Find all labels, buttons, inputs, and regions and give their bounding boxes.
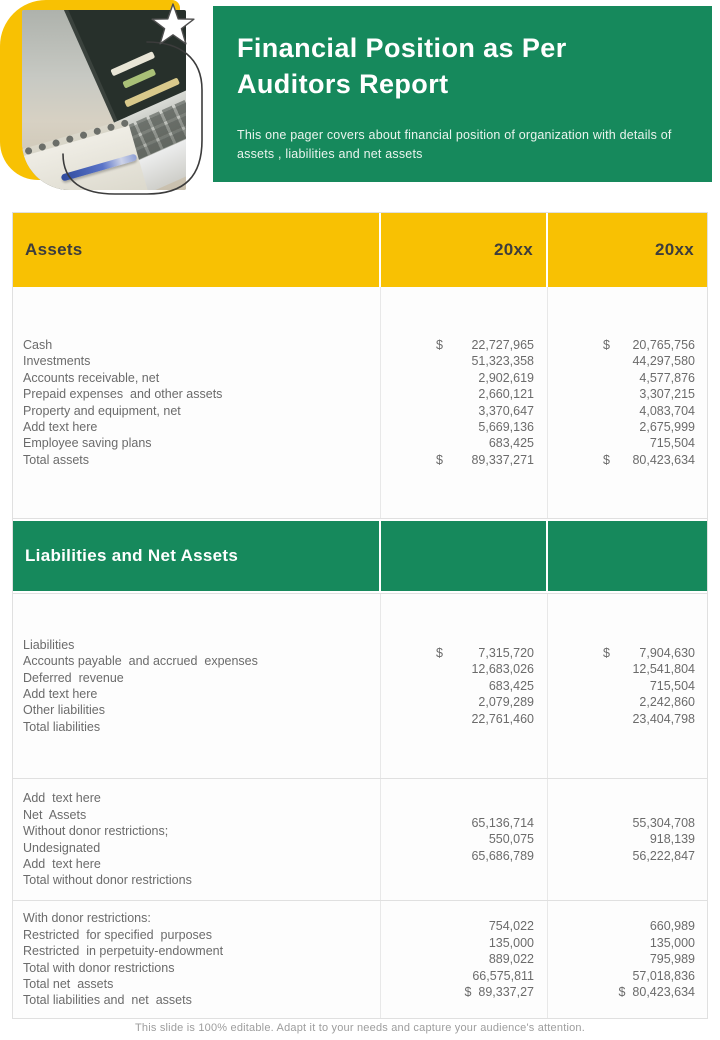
column-header-year-1: 20xx [381, 213, 546, 287]
amount: 2,675,999 [639, 419, 695, 434]
amount: 5,669,136 [478, 419, 534, 434]
value-line [603, 815, 695, 831]
value-line [436, 694, 534, 710]
value-line [603, 711, 695, 727]
value-line [603, 370, 695, 386]
value-line [436, 918, 534, 934]
amount: 51,323,358 [471, 354, 534, 369]
amount: 715,504 [649, 678, 695, 693]
curve-outline-decoration [55, 36, 207, 200]
value-line [436, 984, 534, 1000]
value-line [603, 386, 695, 402]
row-label: Undesignated [23, 840, 101, 855]
section-header-cell [548, 521, 707, 591]
value-line [603, 435, 695, 451]
amount: 66,575,811 [472, 968, 534, 983]
hero-section [0, 0, 720, 205]
row-labels-cell [13, 779, 381, 900]
amount: 65,136,714 [471, 815, 534, 830]
footer-note: This slide is 100% editable. Adapt it to your needs and capture your audience's attention. [135, 1022, 585, 1034]
hero-photo [0, 0, 212, 205]
value-line [436, 419, 534, 435]
amount: 89,337,271 [471, 452, 534, 467]
value-line [436, 403, 534, 419]
row-label: Deferred revenue [23, 670, 124, 685]
values-cell [548, 594, 707, 778]
amount: 918,139 [649, 832, 695, 847]
page-title: Financial Position as Per Auditors Report [237, 33, 567, 99]
row-label: Total with donor restrictions [23, 960, 175, 975]
values-cell [381, 287, 548, 518]
section-header-cell [381, 521, 546, 591]
amount: 660,989 [649, 919, 695, 934]
value-line [603, 419, 695, 435]
amount: 135,000 [649, 935, 695, 950]
amount: 754,022 [488, 919, 534, 934]
amount: 44,297,580 [632, 354, 695, 369]
value-line [603, 984, 695, 1000]
row-label: Total without donor restrictions [23, 873, 192, 888]
title-box [213, 6, 712, 182]
value-line [436, 337, 534, 353]
table-body [13, 287, 707, 1018]
currency-symbol: $ [436, 645, 443, 660]
amount: 3,307,215 [639, 387, 695, 402]
row-label: Employee saving plans [23, 436, 152, 451]
value-line [603, 848, 695, 864]
value-line [603, 661, 695, 677]
column-header-assets: Assets [13, 213, 379, 287]
amount: 4,577,876 [639, 370, 695, 385]
value-line [436, 935, 534, 951]
row-label: Total assets [23, 452, 90, 467]
currency-symbol: $ [603, 337, 610, 352]
row-label: Liabilities [23, 637, 75, 652]
amount: 7,904,630 [639, 645, 695, 660]
row-labels-cell [13, 594, 381, 778]
amount: 2,902,619 [478, 370, 534, 385]
amount: 2,242,860 [639, 695, 695, 710]
values-cell [548, 779, 707, 900]
amount: 55,304,708 [632, 815, 695, 830]
amount: 683,425 [488, 436, 534, 451]
value-line [436, 678, 534, 694]
row-labels-cell [13, 287, 381, 518]
amount: $ 80,423,634 [618, 985, 695, 1000]
financial-position-table [12, 212, 708, 1019]
value-line [603, 935, 695, 951]
value-line [603, 678, 695, 694]
amount: 20,765,756 [632, 337, 695, 352]
table-section-assets [13, 287, 707, 518]
values-cell [548, 901, 707, 1018]
value-line [603, 951, 695, 967]
table-section-liabilities [13, 593, 707, 778]
row-label: Accounts payable and accrued expenses [23, 654, 258, 669]
amount: 7,315,720 [478, 645, 534, 660]
value-line [436, 645, 534, 661]
currency-symbol: $ [436, 452, 443, 467]
table-section-net-assets [13, 778, 707, 900]
column-header-year-2: 20xx [548, 213, 707, 287]
value-line [603, 968, 695, 984]
amount: 56,222,847 [632, 848, 695, 863]
row-label: Net Assets [23, 807, 87, 822]
row-label: Add text here [23, 687, 98, 701]
row-label: Add text here [23, 419, 98, 434]
amount: 715,504 [649, 436, 695, 451]
amount: 12,541,804 [632, 662, 695, 677]
value-line [603, 645, 695, 661]
value-line [436, 968, 534, 984]
row-labels-cell [13, 901, 381, 1018]
value-line [436, 452, 534, 468]
value-line [603, 831, 695, 847]
value-line [603, 694, 695, 710]
row-label: Total liabilities [23, 719, 101, 734]
row-label: Investments [23, 354, 91, 369]
row-label: Property and equipment, net [23, 403, 181, 418]
currency-symbol: $ [603, 452, 610, 467]
amount: 12,683,026 [471, 662, 534, 677]
amount: 550,075 [488, 832, 534, 847]
value-line [603, 918, 695, 934]
row-label: Add text here [23, 856, 101, 871]
row-label: Prepaid expenses and other assets [23, 387, 223, 402]
values-cell [548, 287, 707, 518]
value-line [603, 403, 695, 419]
row-label: With donor restrictions: [23, 911, 151, 926]
value-line [436, 435, 534, 451]
values-cell [381, 779, 548, 900]
amount: 80,423,634 [632, 452, 695, 467]
table-section-with-donor-restrictions [13, 900, 707, 1018]
amount: 795,989 [649, 952, 695, 967]
section-header-label: Liabilities and Net Assets [13, 521, 379, 591]
value-line [436, 711, 534, 727]
row-label: Without donor restrictions; [23, 824, 169, 839]
row-label: Cash [23, 337, 53, 352]
row-label: Total net assets [23, 976, 114, 991]
amount: 2,079,289 [478, 695, 534, 710]
amount: 57,018,836 [632, 968, 695, 983]
table-header-row [13, 213, 707, 287]
page-subtitle: This one pager covers about financial position of organization with details of assets , liabilities and net assets [237, 128, 672, 161]
value-line [436, 386, 534, 402]
value-line [603, 337, 695, 353]
value-line [436, 831, 534, 847]
currency-symbol: $ [603, 645, 610, 660]
amount: 4,083,704 [639, 403, 695, 418]
amount: 683,425 [488, 678, 534, 693]
amount: 22,761,460 [471, 711, 534, 726]
value-line [436, 353, 534, 369]
value-line [436, 848, 534, 864]
amount: 65,686,789 [471, 848, 534, 863]
value-line [603, 452, 695, 468]
amount: 3,370,647 [478, 403, 534, 418]
currency-symbol: $ [436, 337, 443, 352]
row-label: Add text here [23, 791, 101, 806]
amount: 2,660,121 [478, 387, 534, 402]
amount: $ 89,337,27 [464, 985, 534, 1000]
star-icon [150, 3, 196, 49]
amount: 889,022 [488, 952, 534, 967]
amount: 23,404,798 [632, 711, 695, 726]
section-header-liabilities-header [13, 518, 707, 593]
value-line [436, 815, 534, 831]
row-label: Accounts receivable, net [23, 370, 160, 385]
row-label: Other liabilities [23, 703, 105, 718]
row-label: Restricted for specified purposes [23, 927, 212, 942]
value-line [603, 353, 695, 369]
value-line [436, 370, 534, 386]
amount: 135,000 [488, 935, 534, 950]
values-cell [381, 594, 548, 778]
amount: 22,727,965 [471, 337, 534, 352]
values-cell [381, 901, 548, 1018]
value-line [436, 951, 534, 967]
row-label: Total liabilities and net assets [23, 993, 192, 1008]
value-line [436, 661, 534, 677]
row-label: Restricted in perpetuity-endowment [23, 944, 224, 959]
